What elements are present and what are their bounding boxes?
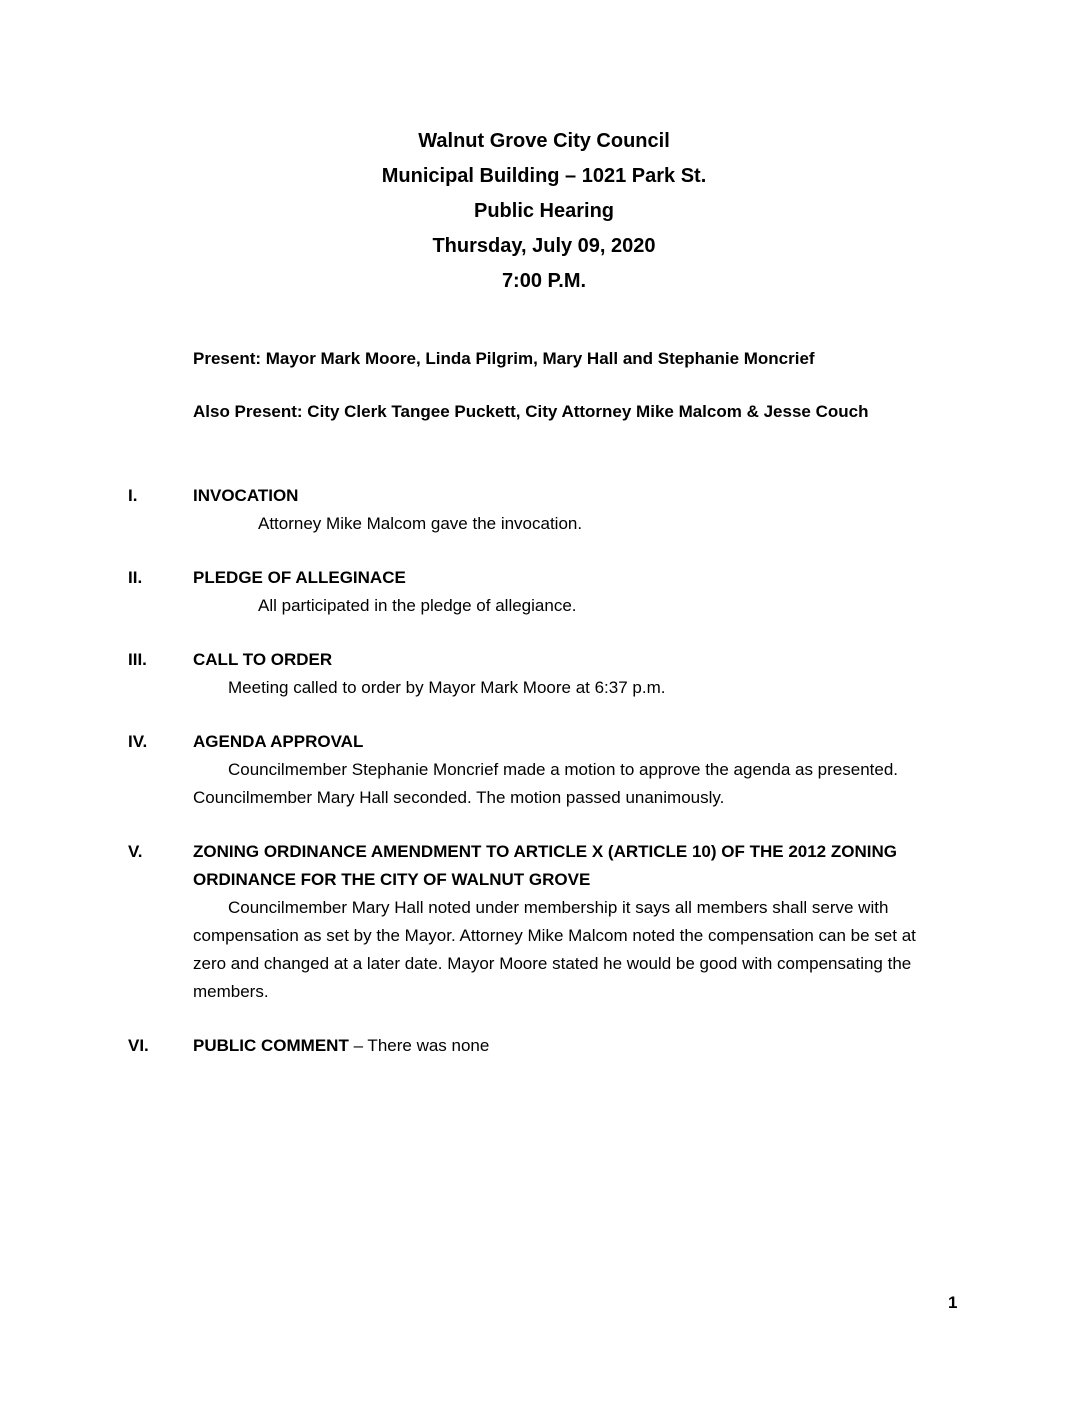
attendance-block (193, 349, 968, 422)
item-content (193, 564, 945, 620)
item-content (193, 482, 945, 538)
agenda-item-agenda-approval (128, 728, 1088, 812)
title-line-meeting-type: Public Hearing (473, 200, 615, 222)
agenda-item-invocation (128, 482, 1088, 538)
item-numeral: V. (128, 842, 143, 861)
title-line-date: Thursday, July 09, 2020 (432, 235, 656, 257)
item-heading: ZONING ORDINANCE AMENDMENT TO ARTICLE X (ARTICLE 10) OF THE 2012 ZONING ORDINANCE FOR THE CITY OF WALNUT GROVE (193, 842, 897, 889)
item-heading: AGENDA APPROVAL (193, 732, 364, 751)
agenda-list (128, 482, 1088, 1060)
also-present-line: Also Present: City Clerk Tangee Puckett, City Attorney Mike Malcom & Jesse Couch (193, 402, 869, 421)
item-numeral: I. (128, 486, 138, 505)
item-numeral: III. (128, 650, 147, 669)
item-heading (193, 1032, 945, 1060)
item-body: Attorney Mike Malcom gave the invocation. (258, 514, 583, 533)
title-line-location: Municipal Building – 1021 Park St. (381, 165, 707, 187)
item-content (193, 728, 945, 812)
page-number: 1 (948, 1293, 958, 1312)
item-body: Councilmember Mary Hall noted under membership it says all members shall serve with compensation as set by the Mayor. Attorney Mike Malcom noted the compensation can be set at zero and changed at a later date. Mayor Moore stated he would be good with compensating the members. (193, 898, 916, 1001)
agenda-item-public-comment (128, 1032, 1088, 1060)
item-content (193, 838, 945, 1006)
item-content (193, 1032, 945, 1060)
item-numeral: IV. (128, 732, 148, 751)
item-heading: INVOCATION (193, 486, 299, 505)
agenda-item-call-to-order (128, 646, 1088, 702)
item-heading-suffix: – There was none (353, 1036, 490, 1055)
item-body: All participated in the pledge of allegiance. (258, 596, 577, 615)
title-line-org: Walnut Grove City Council (418, 130, 670, 152)
item-numeral: II. (128, 568, 143, 587)
present-line: Present: Mayor Mark Moore, Linda Pilgrim, Mary Hall and Stephanie Moncrief (193, 349, 815, 368)
document-title-block (0, 0, 1088, 299)
item-heading: PLEDGE OF ALLEGINACE (193, 568, 406, 587)
item-body: Councilmember Stephanie Moncrief made a motion to approve the agenda as presented. Councilmember Mary Hall seconded. The motion passed unanimously. (193, 760, 899, 807)
item-heading-text: PUBLIC COMMENT (193, 1036, 349, 1055)
item-body: Meeting called to order by Mayor Mark Moore at 6:37 p.m. (228, 678, 666, 697)
item-numeral: VI. (128, 1036, 149, 1055)
agenda-item-zoning-ordinance (128, 838, 1088, 1006)
agenda-item-pledge (128, 564, 1088, 620)
item-heading: CALL TO ORDER (193, 650, 333, 669)
item-content (193, 646, 945, 702)
title-line-time: 7:00 P.M. (501, 270, 587, 292)
